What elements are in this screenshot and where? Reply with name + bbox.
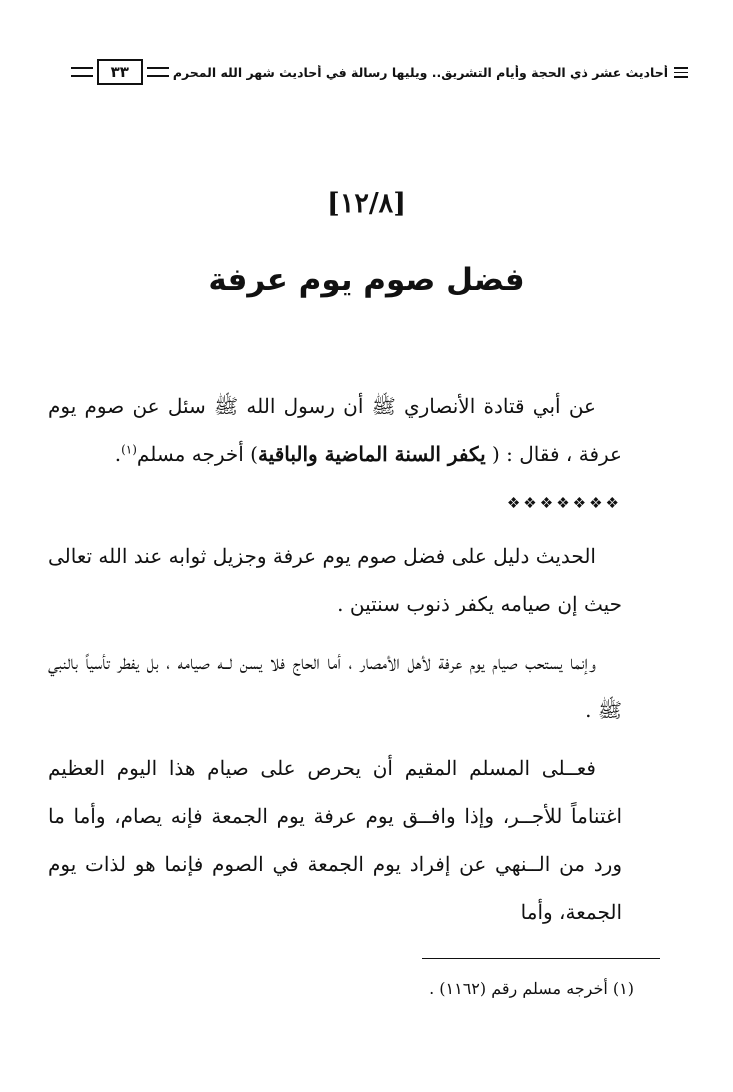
body-text bbox=[48, 382, 622, 936]
commentary-paragraph-3: فعــلى المسلم المقيم أن يحرص على صيام هذا اليوم العظيم اغتناماً للأجــر، وإذا وافــق يوم عرفة يوم الجمعة فإنه يصام، وأما ما ورد من الــنهي عن إفراد يوم الجمعة في الصوم فإنما هو لذات يوم الجمعة، وأما bbox=[48, 756, 622, 924]
header-ornament-bars bbox=[674, 67, 688, 78]
header-ornament-link bbox=[147, 67, 169, 77]
footnote-divider bbox=[422, 958, 660, 959]
hadith-paragraph bbox=[48, 382, 622, 478]
footnote: (١) أخرجه مسلم رقم (١١٦٢) . bbox=[429, 979, 634, 998]
footnote-reference: (١) bbox=[121, 442, 137, 457]
section-title: فضل صوم يوم عرفة bbox=[208, 262, 525, 298]
ornament-separator: ❖❖❖❖❖❖❖ bbox=[506, 494, 622, 512]
hadith-outro: ) أخرجه مسلم bbox=[136, 442, 258, 466]
hadith-end: . bbox=[114, 442, 122, 466]
hadith-quote: يكفر السنة الماضية والباقية bbox=[257, 442, 486, 466]
commentary-paragraph-1: الحديث دليل على فضل صوم يوم عرفة وجزيل ثوابه عند الله تعالى حيث إن صيامه يكفر ذنوب سنتين . bbox=[48, 544, 622, 616]
running-title: أحاديث عشر ذي الحجة وأيام التشريق.. ويليها رسالة في أحاديث شهر الله المحرم bbox=[172, 64, 668, 80]
page-number: ٣٣ bbox=[97, 59, 143, 85]
hadith-intro: عن أبي قتادة الأنصاري ﷺ أن رسول الله ﷺ سئل عن صوم يوم عرفة ، فقال : ( bbox=[48, 394, 622, 466]
header-ornament-tail bbox=[71, 67, 93, 77]
running-header bbox=[40, 54, 688, 90]
commentary-paragraph-2: وإنما يستحب صيام يوم عرفة لأهل الأمصار ، أما الحاج فلا يسن لــه صيامه ، بل يفطر تأسياً بالنبي ﷺ . bbox=[48, 650, 622, 722]
section-number: [١٢/٨] bbox=[327, 188, 406, 219]
